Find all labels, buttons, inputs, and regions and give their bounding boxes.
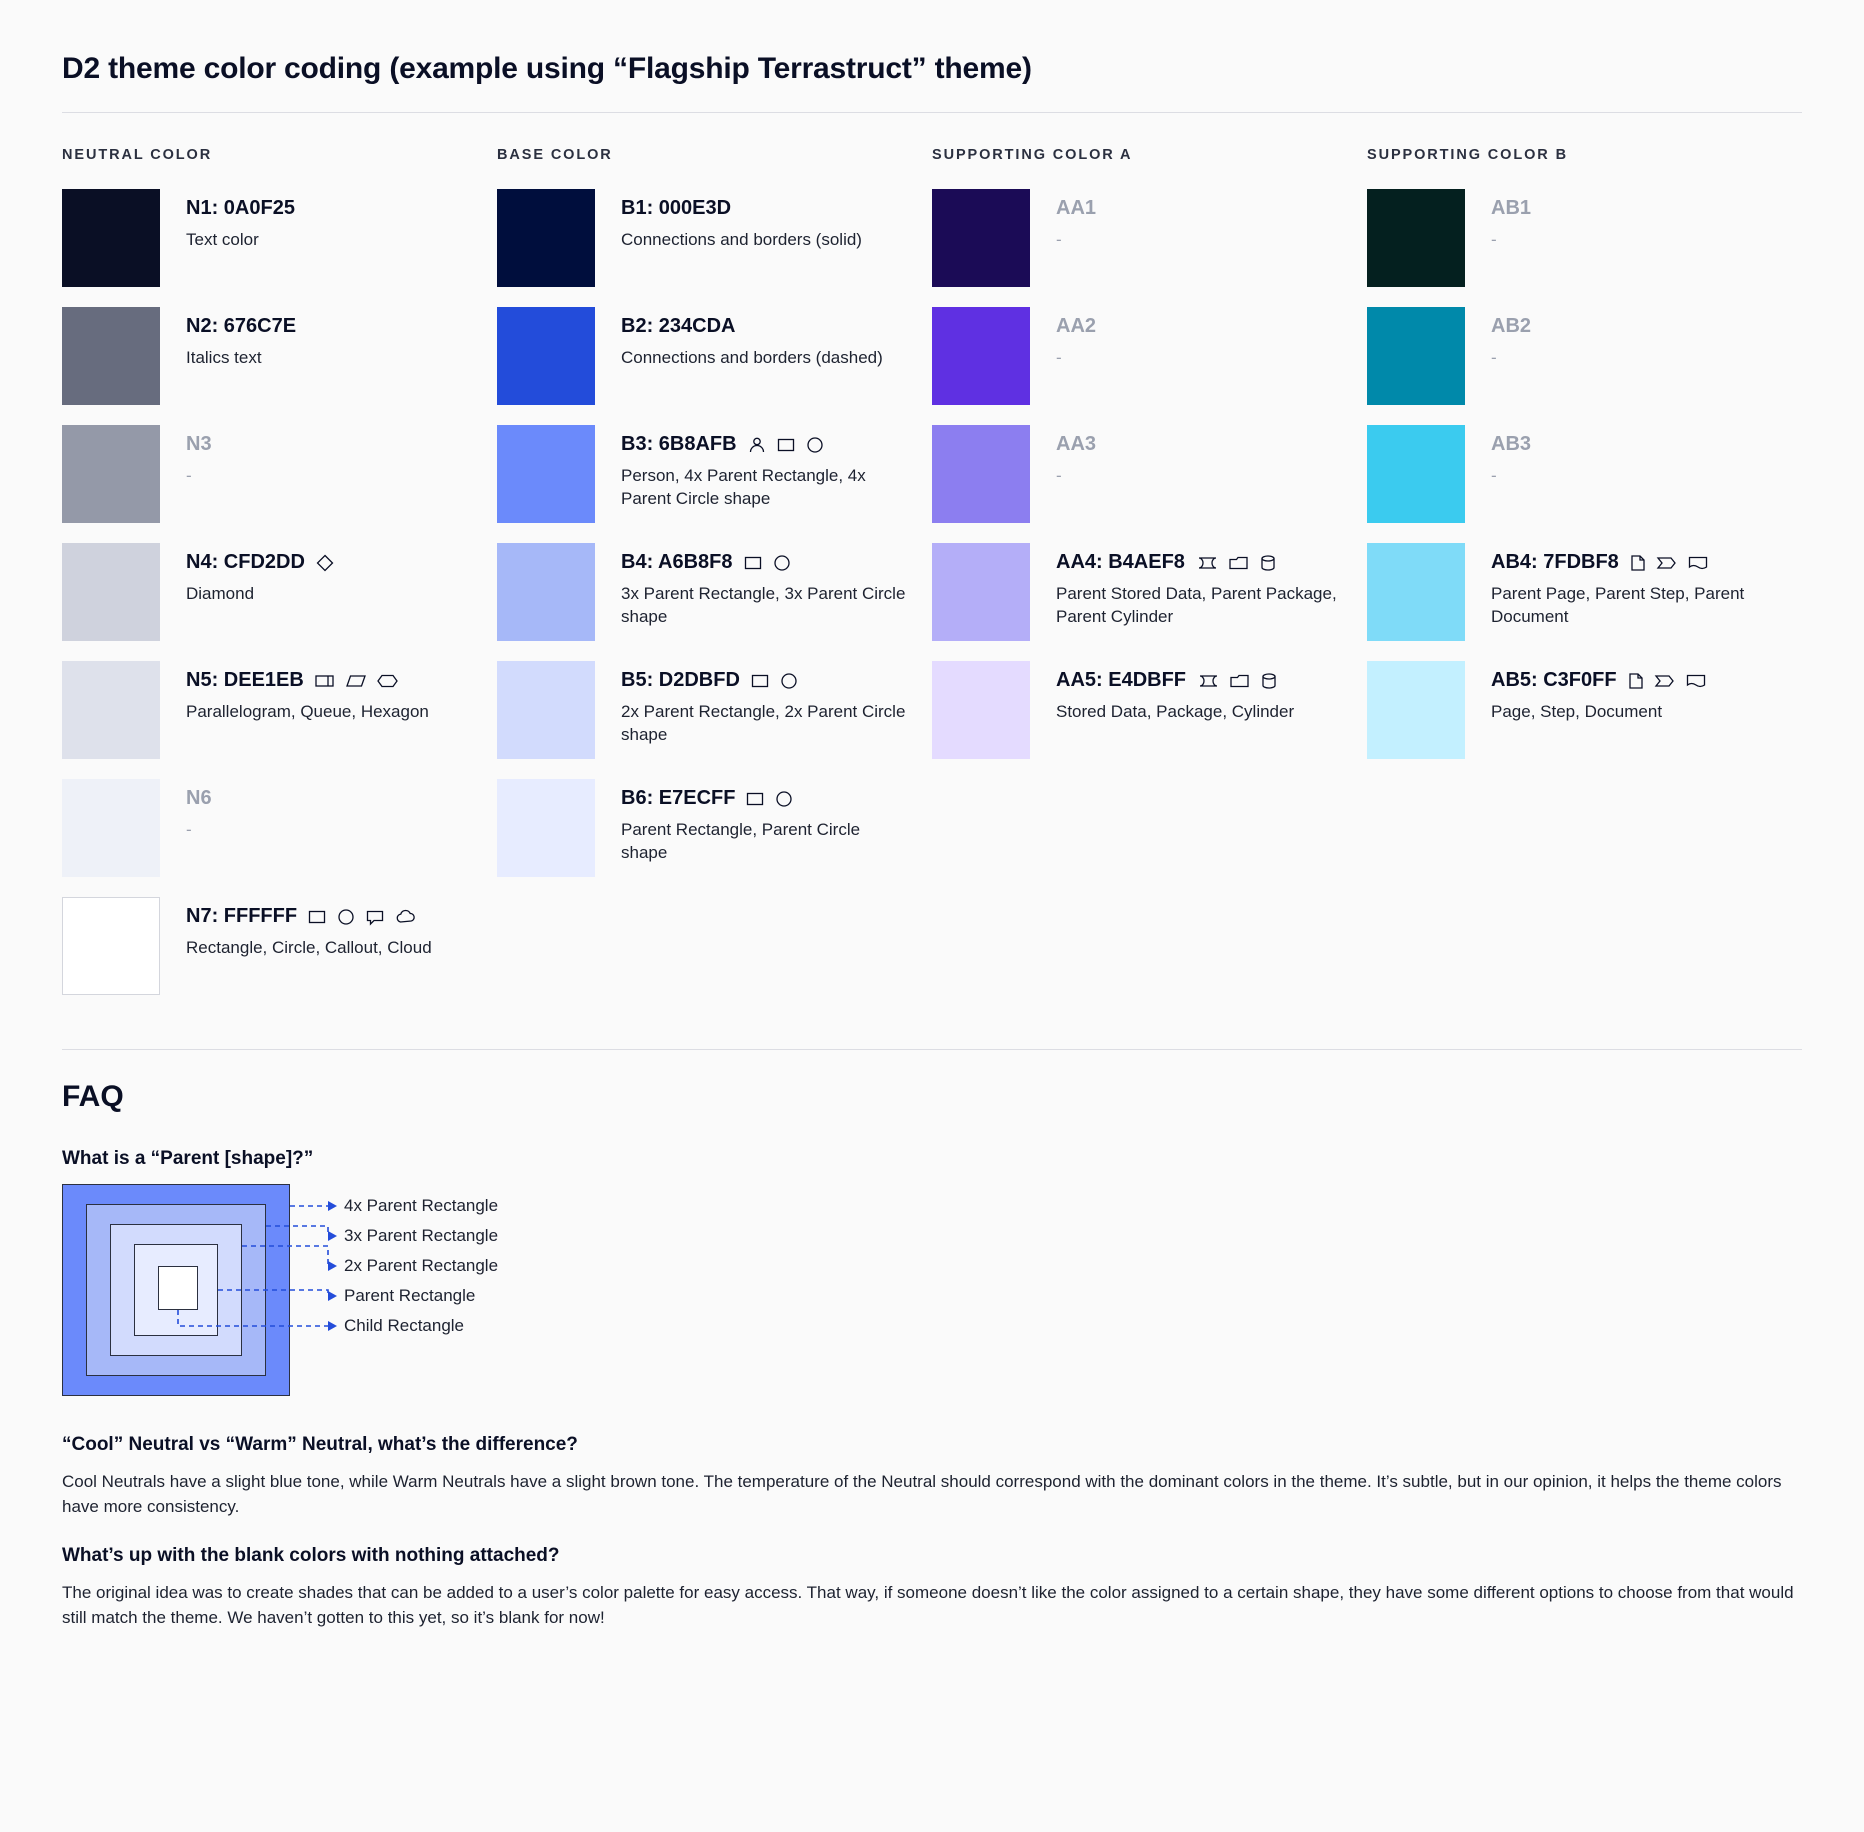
swatch-row xyxy=(497,543,908,641)
swatch-row xyxy=(62,897,473,995)
swatch-text xyxy=(186,543,335,606)
swatch-text xyxy=(1491,425,1531,488)
faq-question-1: What is a “Parent [shape]?” xyxy=(62,1148,314,1169)
swatch-text xyxy=(1491,189,1531,252)
swatch-description: - xyxy=(1056,466,1062,485)
swatch-label-text: N2: 676C7E xyxy=(186,315,297,337)
swatch-label xyxy=(621,787,908,810)
circle-icon xyxy=(805,435,825,455)
swatch-row xyxy=(497,189,908,287)
swatch-label xyxy=(1056,197,1096,220)
shape-icon-group xyxy=(745,789,794,809)
shape-icon-group xyxy=(314,671,400,691)
swatch-description: Parent Page, Parent Step, Parent Document xyxy=(1491,584,1745,626)
title-divider xyxy=(62,112,1802,113)
swatch-text xyxy=(621,661,908,747)
swatch-label xyxy=(186,433,212,456)
swatch-description: Rectangle, Circle, Callout, Cloud xyxy=(186,938,432,957)
swatch-label xyxy=(186,551,335,574)
swatch-label-text: N5: DEE1EB xyxy=(186,669,304,691)
swatch-row xyxy=(497,425,908,523)
swatch-description: Diamond xyxy=(186,584,255,603)
swatch-text xyxy=(621,307,883,370)
color-swatch xyxy=(932,661,1030,759)
color-swatch xyxy=(62,779,160,877)
color-column xyxy=(1367,147,1802,1015)
swatch-label xyxy=(186,315,296,338)
swatch-label-text: B1: 000E3D xyxy=(621,197,732,219)
color-swatch xyxy=(62,543,160,641)
color-swatch xyxy=(1367,425,1465,523)
swatch-label xyxy=(186,905,432,928)
swatch-description: Parent Rectangle, Parent Circle shape xyxy=(621,820,861,862)
swatch-label xyxy=(1491,197,1531,220)
swatch-row xyxy=(932,307,1343,405)
swatch-text xyxy=(621,779,908,865)
swatch-label-text: N3 xyxy=(186,433,212,455)
column-heading: SUPPORTING COLOR B xyxy=(1367,147,1568,163)
swatch-text xyxy=(186,425,212,488)
color-swatch xyxy=(1367,543,1465,641)
swatch-text xyxy=(186,779,212,842)
diagram-label-1: 3x Parent Rectangle xyxy=(344,1226,499,1245)
swatch-text xyxy=(1056,543,1343,629)
faq-question-2: “Cool” Neutral vs “Warm” Neutral, what’s the difference? xyxy=(62,1434,578,1455)
shape-icon-group xyxy=(1627,671,1707,691)
rectangle-icon xyxy=(776,435,796,455)
swatch-description: - xyxy=(1491,230,1497,249)
diagram-label-4: Child Rectangle xyxy=(344,1316,465,1335)
swatch-description: - xyxy=(1056,230,1062,249)
swatch-text xyxy=(186,897,432,960)
callout-icon xyxy=(365,907,385,927)
swatch-row xyxy=(1367,661,1778,759)
swatch-label xyxy=(621,433,908,456)
swatch-description: Connections and borders (solid) xyxy=(621,230,862,249)
rectangle-icon xyxy=(743,553,763,573)
swatch-label-text: N7: FFFFFF xyxy=(186,905,298,927)
swatch-label-text: B3: 6B8AFB xyxy=(621,433,737,455)
swatch-label-text: AB2 xyxy=(1491,315,1532,337)
document-icon xyxy=(1685,671,1707,691)
swatch-label xyxy=(1491,315,1531,338)
cloud-icon xyxy=(394,907,418,927)
swatch-label-text: N4: CFD2DD xyxy=(186,551,305,573)
color-swatch xyxy=(497,779,595,877)
swatch-label-text: B5: D2DBFD xyxy=(621,669,740,691)
swatch-description: 2x Parent Rectangle, 2x Parent Circle shape xyxy=(621,702,906,744)
swatch-description: Parent Stored Data, Parent Package, Parent Cylinder xyxy=(1056,584,1337,626)
shape-icon-group xyxy=(307,907,418,927)
shape-icon-group xyxy=(1195,553,1277,573)
swatch-label-text: N1: 0A0F25 xyxy=(186,197,295,219)
swatch-description: - xyxy=(1056,348,1062,367)
swatch-label xyxy=(1491,669,1707,692)
parent-shape-diagram xyxy=(62,1184,622,1404)
swatch-row xyxy=(932,425,1343,523)
swatch-label xyxy=(1056,669,1294,692)
swatch-row xyxy=(932,543,1343,641)
column-heading: NEUTRAL COLOR xyxy=(62,147,213,163)
rectangle-icon xyxy=(750,671,770,691)
swatch-label-text: AA2 xyxy=(1056,315,1097,337)
color-swatch xyxy=(497,543,595,641)
swatch-description: - xyxy=(186,466,192,485)
swatch-row xyxy=(62,779,473,877)
circle-icon xyxy=(772,553,792,573)
faq-heading: FAQ xyxy=(62,1080,124,1113)
circle-icon xyxy=(774,789,794,809)
swatch-label-text: B4: A6B8F8 xyxy=(621,551,733,573)
swatch-label xyxy=(1056,551,1343,574)
swatch-row xyxy=(1367,425,1778,523)
swatch-text xyxy=(1056,661,1294,724)
swatch-description: Parallelogram, Queue, Hexagon xyxy=(186,702,429,721)
shape-icon-group xyxy=(1629,553,1709,573)
swatch-text xyxy=(1056,189,1096,252)
color-swatch xyxy=(932,543,1030,641)
color-swatch xyxy=(932,425,1030,523)
color-column xyxy=(932,147,1367,1015)
swatch-label-text: AB4: 7FDBF8 xyxy=(1491,551,1619,573)
color-swatch xyxy=(932,189,1030,287)
swatch-row xyxy=(62,189,473,287)
color-swatch xyxy=(62,307,160,405)
swatch-row xyxy=(62,661,473,759)
swatch-text xyxy=(1056,307,1096,370)
swatch-row xyxy=(62,543,473,641)
swatch-label xyxy=(186,787,212,810)
stored-data-icon xyxy=(1195,553,1219,573)
cylinder-icon xyxy=(1260,671,1278,691)
swatch-row xyxy=(497,661,908,759)
column-heading: BASE COLOR xyxy=(497,147,613,163)
color-column xyxy=(62,147,497,1015)
swatch-label xyxy=(1056,433,1096,456)
diagram-label-2: 2x Parent Rectangle xyxy=(344,1256,499,1275)
color-column xyxy=(497,147,932,1015)
swatch-description: Page, Step, Document xyxy=(1491,702,1663,721)
swatch-row xyxy=(1367,189,1778,287)
swatch-label-text: AB3 xyxy=(1491,433,1532,455)
swatch-row xyxy=(62,307,473,405)
color-swatch xyxy=(62,189,160,287)
faq-answer-2: Cool Neutrals have a slight blue tone, while Warm Neutrals have a slight brown tone. The temperature of the Neutral should correspond with the dominant colors in the theme. It’s subtle, but in our opinion, it helps the theme colors have more consistency. xyxy=(62,1472,1782,1516)
rectangle-icon xyxy=(745,789,765,809)
diagram-label-3: Parent Rectangle xyxy=(344,1286,476,1305)
swatch-text xyxy=(186,661,429,724)
swatch-description: - xyxy=(1491,466,1497,485)
color-swatch xyxy=(1367,661,1465,759)
color-swatch xyxy=(1367,307,1465,405)
swatch-description: Person, 4x Parent Rectangle, 4x Parent Circle shape xyxy=(621,466,866,508)
swatch-row xyxy=(62,425,473,523)
swatch-label-text: AB1 xyxy=(1491,197,1532,219)
swatch-label xyxy=(1491,551,1778,574)
swatch-label-text: AA5: E4DBFF xyxy=(1056,669,1187,691)
swatch-row xyxy=(497,307,908,405)
step-icon xyxy=(1656,553,1678,573)
swatch-description: - xyxy=(186,820,192,839)
swatch-label-text: B2: 234CDA xyxy=(621,315,736,337)
swatch-text xyxy=(1056,425,1096,488)
swatch-label-text: AB5: C3F0FF xyxy=(1491,669,1617,691)
swatch-text xyxy=(1491,661,1707,724)
swatch-label xyxy=(621,551,908,574)
faq-answer-3: The original idea was to create shades that can be added to a user’s color palette for easy access. That way, if someone doesn’t like the color assigned to a certain shape, they have some different options to choose from that would still match the theme. We haven’t gotten to this yet, so it’s blank for now! xyxy=(62,1583,1794,1627)
swatch-text xyxy=(621,543,908,629)
document-icon xyxy=(1687,553,1709,573)
swatch-description: Text color xyxy=(186,230,259,249)
swatch-label-text: AA1 xyxy=(1056,197,1097,219)
package-icon xyxy=(1229,671,1251,691)
rectangle-icon xyxy=(307,907,327,927)
shape-icon-group xyxy=(747,435,825,455)
shape-icon-group xyxy=(743,553,792,573)
column-heading: SUPPORTING COLOR A xyxy=(932,147,1133,163)
swatch-label xyxy=(621,197,862,220)
shape-icon-group xyxy=(1196,671,1278,691)
page-icon xyxy=(1627,671,1645,691)
swatch-description: Connections and borders (dashed) xyxy=(621,348,883,367)
color-swatch xyxy=(497,189,595,287)
swatch-description: Stored Data, Package, Cylinder xyxy=(1056,702,1295,721)
faq-question-3: What’s up with the blank colors with nothing attached? xyxy=(62,1545,560,1567)
swatch-row xyxy=(932,661,1343,759)
swatch-row xyxy=(1367,307,1778,405)
swatch-description: Italics text xyxy=(186,348,262,367)
circle-icon xyxy=(336,907,356,927)
hexagon-icon xyxy=(376,671,400,691)
swatch-text xyxy=(1491,543,1778,629)
shape-icon-group xyxy=(315,553,335,573)
swatch-label xyxy=(621,669,908,692)
diagram-label-0: 4x Parent Rectangle xyxy=(344,1196,499,1215)
swatch-label-text: AA4: B4AEF8 xyxy=(1056,551,1185,573)
swatch-label xyxy=(186,669,429,692)
stored-data-icon xyxy=(1196,671,1220,691)
person-icon xyxy=(747,435,767,455)
color-swatch xyxy=(497,661,595,759)
page-icon xyxy=(1629,553,1647,573)
swatch-label xyxy=(1491,433,1531,456)
swatch-row xyxy=(497,779,908,877)
color-swatch xyxy=(62,425,160,523)
swatch-text xyxy=(186,189,295,252)
swatch-label xyxy=(621,315,883,338)
color-swatch xyxy=(497,425,595,523)
swatch-text xyxy=(621,189,862,252)
color-swatch xyxy=(497,307,595,405)
swatch-text xyxy=(1491,307,1531,370)
color-swatch xyxy=(62,661,160,759)
page-title: D2 theme color coding (example using “Flagship Terrastruct” theme) xyxy=(62,52,1032,85)
shape-icon-group xyxy=(750,671,799,691)
swatch-text xyxy=(186,307,296,370)
faq-divider xyxy=(62,1049,1802,1050)
color-swatch xyxy=(932,307,1030,405)
color-swatch xyxy=(1367,189,1465,287)
cylinder-icon xyxy=(1259,553,1277,573)
swatch-label-text: AA3 xyxy=(1056,433,1097,455)
swatch-label xyxy=(186,197,295,220)
diagram-leader-lines xyxy=(62,1184,622,1404)
swatch-description: - xyxy=(1491,348,1497,367)
diamond-icon xyxy=(315,553,335,573)
swatch-row xyxy=(932,189,1343,287)
swatch-label xyxy=(1056,315,1096,338)
parallelogram-icon xyxy=(345,671,367,691)
swatch-label-text: N6 xyxy=(186,787,212,809)
package-icon xyxy=(1228,553,1250,573)
swatch-label-text: B6: E7ECFF xyxy=(621,787,736,809)
queue-icon xyxy=(314,671,336,691)
step-icon xyxy=(1654,671,1676,691)
swatch-row xyxy=(1367,543,1778,641)
swatch-text xyxy=(621,425,908,511)
circle-icon xyxy=(779,671,799,691)
swatch-description: 3x Parent Rectangle, 3x Parent Circle shape xyxy=(621,584,906,626)
color-swatch xyxy=(62,897,160,995)
color-columns xyxy=(62,147,1802,1015)
